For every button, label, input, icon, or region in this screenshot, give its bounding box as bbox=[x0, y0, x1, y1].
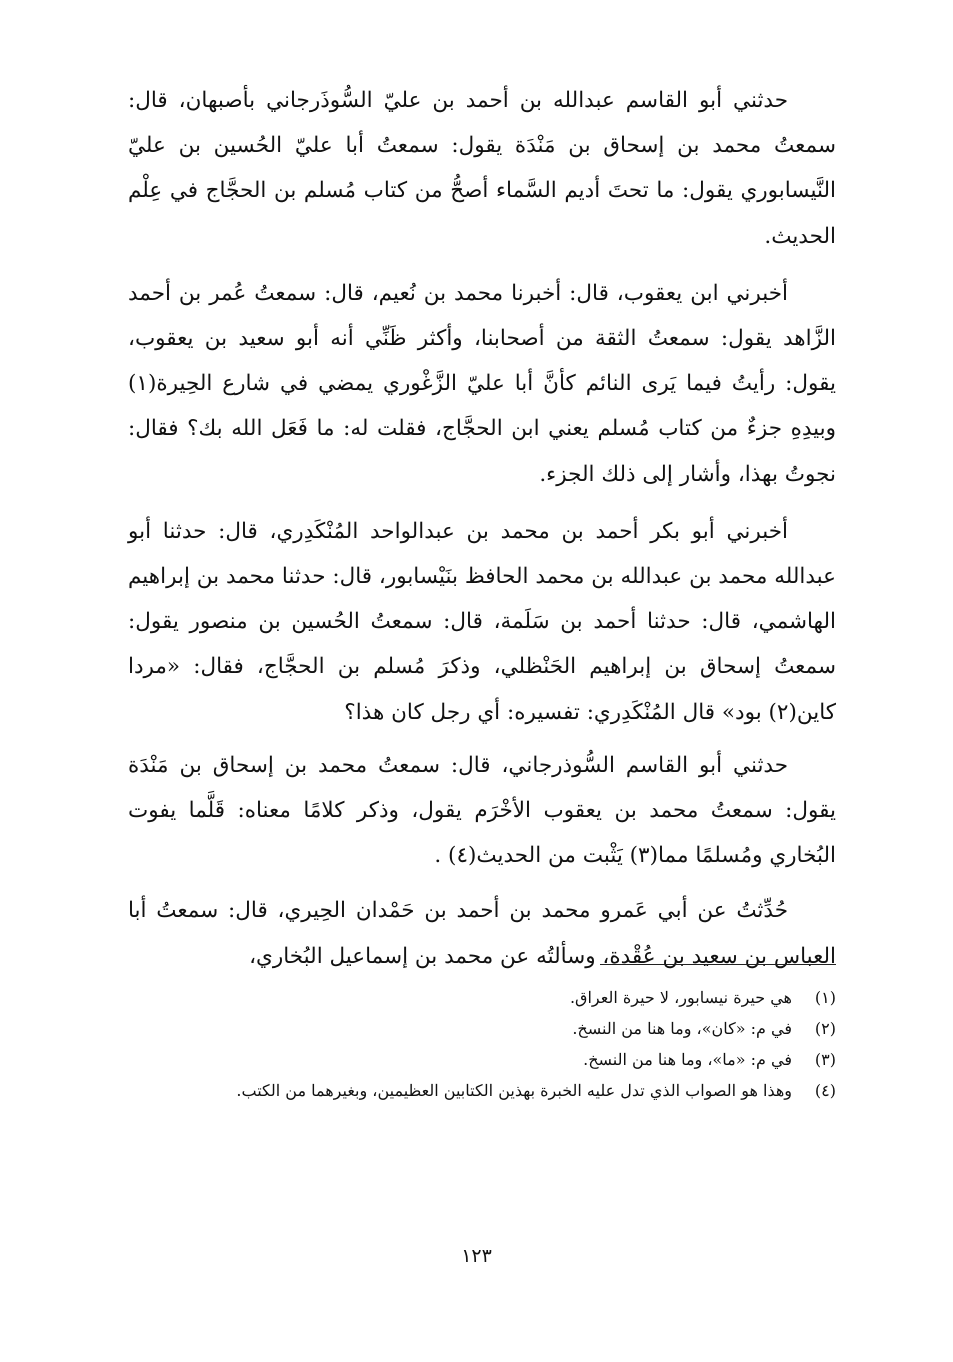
main-text bbox=[128, 78, 836, 979]
footnote-4 bbox=[128, 1075, 836, 1106]
footnote-number: (١) bbox=[814, 988, 836, 1007]
footnotes bbox=[128, 982, 836, 1106]
paragraph-2: أخبرني ابن يعقوب، قال: أخبرنا محمد بن نُعيم، قال: سمعتُ عُمر بن أحمد الزَّاهد يقول: سمعتُ الثقة من أصحابنا، وأكثر ظَنِّي أنه أبو سعيد بن يعقوب، يقول: رأيتُ فيما يَرى النائم كأنَّ أبا عليّ الزَّغْوري يمضي في شارع الحِيرة(١) وبيدِهِ جزءٌ من كتاب مُسلم يعني ابن الحجَّاج، فقلت له: ما فَعَل الله بك؟ فقال: نجوتُ بهذا، وأشار إلى ذلك الجزء. bbox=[128, 280, 836, 487]
page-number: ١٢٣ bbox=[461, 1245, 492, 1267]
footnote-2 bbox=[128, 1013, 836, 1044]
paragraph-3: أخبرني أبو بكر أحمد بن محمد بن عبدالواحد المُنْكَدِري، قال: حدثنا أبو عبدالله محمد بن عبدالله بن محمد الحافظ بنَيْسابور، قال: حدثنا محمد بن إبراهيم الهاشمي، قال: حدثنا أحمد بن سَلَمة، قال: سمعتُ الحُسين بن منصور يقول: سمعتُ إسحاق بن إبراهيم الحَنْظلي، وذكرَ مُسلم بن الحجَّاج، فقال: «مردا كاين(٢) بود» قال المُنْكَدِري: تفسيره: أي رجل كان هذا؟ bbox=[128, 518, 836, 725]
paragraph-4: حدثني أبو القاسم السُّوذرجاني، قال: سمعتُ محمد بن إسحاق بن مَنْدَة يقول: سمعتُ محمد بن يعقوب الأخْرَم يقول، وذكر كلامًا معناه: قَلَّما يفوت البُخاري ومُسلمًا مما(٣) يَثْبت من الحديث(٤) . bbox=[128, 752, 836, 869]
paragraph-1: حدثني أبو القاسم عبدالله بن أحمد بن عليّ السُّوذَرجاني بأصبهان، قال: سمعتُ محمد بن إسحاق بن مَنْدَة يقول: سمعتُ أبا عليّ الحُسين بن عليّ النَّيسابوري يقول: ما تحتَ أديم السَّماء أصحُّ من كتاب مُسلم بن الحجَّاج في عِلْم الحديث. bbox=[128, 88, 836, 249]
footnote-text: وهذا هو الصواب الذي تدل عليه الخبرة بهذين الكتابين العظيمين، وبغيرهما من الكتب. bbox=[236, 1081, 792, 1100]
footnote-text: في م: «كان»، وما هنا من النسخ. bbox=[572, 1019, 792, 1038]
footnote-separator bbox=[600, 964, 836, 965]
footnote-text: في م: «ما»، وما هنا من النسخ. bbox=[583, 1050, 792, 1069]
paragraph-5: حُدِّثتُ عن أبي عَمرو محمد بن أحمد بن حَمْدان الحِيري، قال: سمعتُ أبا العباس بن سعيد بن عُقْدة، وسألتُه عن محمد بن إسماعيل البُخاري، bbox=[128, 898, 836, 969]
footnote-1 bbox=[128, 982, 836, 1013]
footnote-3 bbox=[128, 1044, 836, 1075]
footnote-text: هي حيرة نيسابور، لا حيرة العراق. bbox=[569, 988, 792, 1007]
footnote-number: (٢) bbox=[814, 1019, 836, 1038]
footnote-number: (٤) bbox=[814, 1081, 836, 1100]
footnote-number: (٣) bbox=[814, 1050, 836, 1069]
